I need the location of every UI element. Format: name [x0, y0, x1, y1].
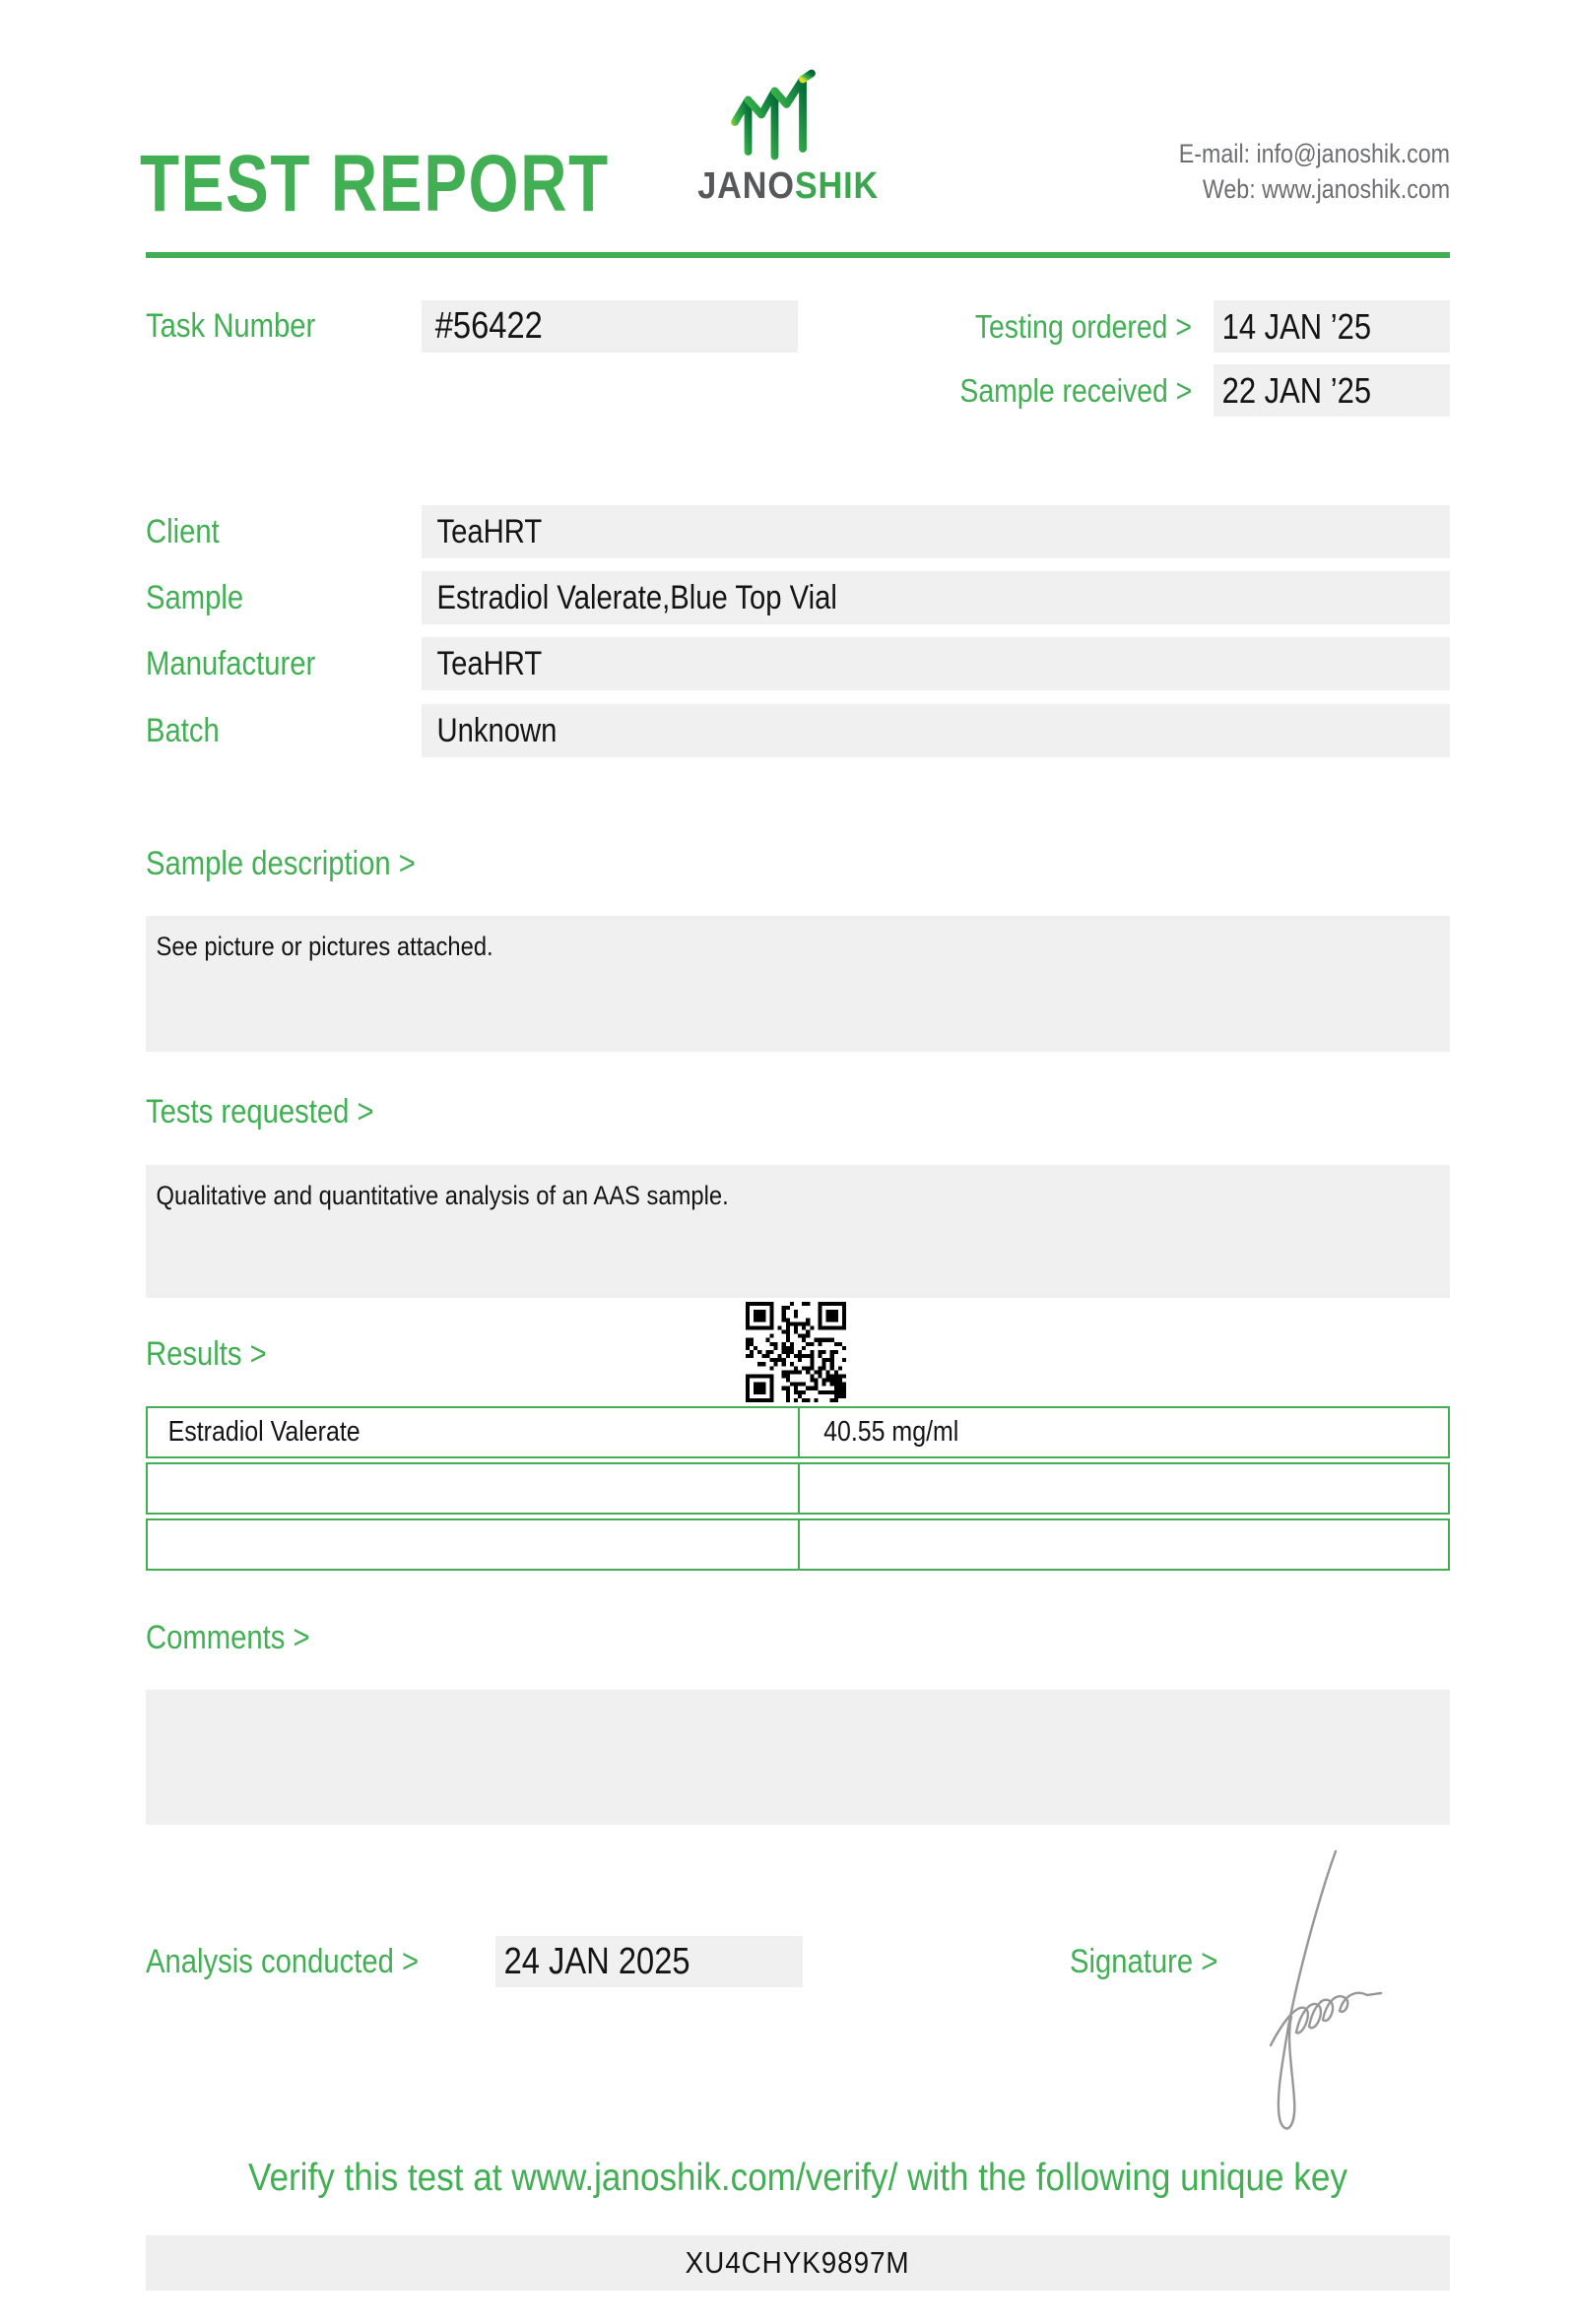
- signature-image: [1251, 1843, 1399, 2139]
- page-title: [140, 138, 727, 230]
- results-table: [146, 1406, 1450, 1571]
- sample-received-label: Sample received >: [959, 372, 1192, 409]
- results-analyte-cell: [148, 1520, 800, 1569]
- results-analyte-cell: Estradiol Valerate: [148, 1408, 800, 1456]
- growth-chart-icon: [714, 69, 862, 163]
- testing-ordered-label: Testing ordered >: [974, 308, 1192, 345]
- results-label: Results >: [146, 1335, 267, 1373]
- client-value: TeaHRT: [422, 505, 1450, 558]
- batch-label: Batch: [146, 712, 220, 749]
- sample-value: Estradiol Valerate,Blue Top Vial: [422, 571, 1450, 624]
- task-number-label: Task Number: [146, 307, 316, 345]
- sample-received-date: 22 JAN ’25: [1214, 364, 1450, 417]
- sample-description-label: Sample description >: [146, 845, 416, 882]
- contact-web: Web: www.janoshik.com: [1202, 174, 1450, 204]
- results-value-cell: 40.55 mg/ml: [823, 1416, 959, 1448]
- qr-code: [746, 1302, 846, 1402]
- sample-label: Sample: [146, 579, 244, 616]
- logo-wordmark: [678, 165, 898, 208]
- janoshik-logo: [678, 69, 898, 208]
- contact-block: [1135, 136, 1450, 207]
- header-divider: [146, 252, 1450, 258]
- signature-label: Signature >: [1070, 1943, 1218, 1980]
- comments-box: [146, 1690, 1450, 1825]
- results-row: [146, 1406, 1450, 1458]
- results-analyte-cell: [148, 1464, 800, 1513]
- verify-instruction: Verify this test at www.janoshik.com/verify/ with the following unique key: [248, 2157, 1347, 2199]
- manufacturer-value: TeaHRT: [422, 637, 1450, 690]
- page-title-text: TEST REPORT: [140, 139, 610, 228]
- manufacturer-label: Manufacturer: [146, 645, 316, 682]
- results-value-cell: [800, 1520, 1448, 1569]
- client-label: Client: [146, 513, 220, 550]
- comments-label: Comments >: [146, 1619, 310, 1656]
- verify-key-box: XU4CHYK9897M: [146, 2235, 1450, 2291]
- results-row: [146, 1462, 1450, 1515]
- analysis-conducted-label: Analysis conducted >: [146, 1943, 420, 1980]
- results-row: [146, 1518, 1450, 1571]
- testing-ordered-date: 14 JAN ’25: [1214, 300, 1450, 353]
- analysis-conducted-date: 24 JAN 2025: [495, 1936, 803, 1987]
- results-value-cell: [800, 1464, 1448, 1513]
- sample-description-box: See picture or pictures attached.: [146, 916, 1450, 1052]
- task-number-value: #56422: [422, 300, 798, 353]
- logo-text-jano: JANO: [697, 165, 795, 207]
- contact-email: E-mail: info@janoshik.com: [1178, 139, 1450, 168]
- tests-requested-label: Tests requested >: [146, 1093, 374, 1130]
- tests-requested-box: Qualitative and quantitative analysis of an AAS sample.: [146, 1165, 1450, 1298]
- logo-text-shik: SHIK: [794, 165, 879, 207]
- batch-value: Unknown: [422, 704, 1450, 757]
